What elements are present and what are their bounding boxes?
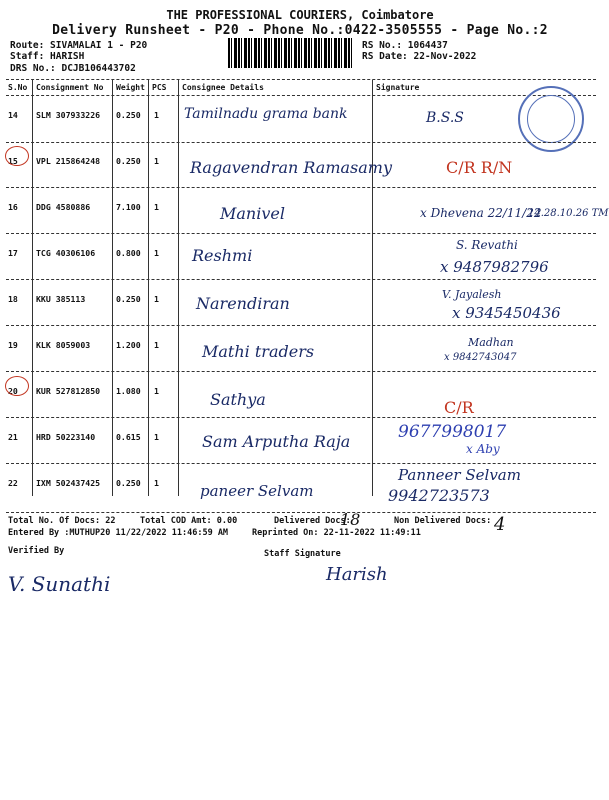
table-row [6, 142, 596, 188]
table-row [6, 372, 596, 418]
cell-signature: S. Revathi [456, 238, 518, 252]
staff-label: Staff: HARISH [10, 51, 85, 62]
cell-sno: 18 [8, 294, 18, 304]
cell-note: x 9842743047 [444, 352, 517, 363]
cell-note: x 9345450436 [452, 304, 561, 322]
cell-consignment: KLK 8059003 [36, 340, 91, 350]
cell-weight: 7.100 [116, 202, 141, 212]
table-bottom-rule [6, 512, 596, 513]
staff-signature-label: Staff Signature [264, 549, 341, 559]
cell-signature: B.S.S [426, 110, 464, 126]
table-top-rule [6, 79, 596, 80]
cell-sno: 22 [8, 478, 18, 488]
cell-weight: 0.250 [116, 294, 141, 304]
table-row [6, 464, 596, 510]
cell-consignee: Ragavendran Ramasamy [190, 158, 392, 177]
cell-consignment: IXM 502437425 [36, 478, 101, 488]
cell-signature: x Dhevena 22/11/22 [420, 206, 542, 220]
table-row [6, 280, 596, 326]
cell-consignee: Sathya [210, 390, 266, 409]
cell-sno: 14 [8, 110, 18, 120]
cell-consignment: SLM 307933226 [36, 110, 101, 120]
cell-consignment: HRD 50223140 [36, 432, 96, 442]
table-row [6, 326, 596, 372]
drs-number: DRS No.: DCJB106443702 [10, 63, 136, 74]
cell-pcs: 1 [154, 156, 159, 166]
col-header-pcs: PCS [152, 83, 167, 92]
cell-consignment: TCG 40306106 [36, 248, 96, 258]
red-circle-mark [5, 376, 29, 396]
table-row [6, 234, 596, 280]
delivered-docs-label: Delivered Docs: [274, 516, 351, 526]
cell-sno: 17 [8, 248, 18, 258]
cell-note: C/R R/N [446, 158, 513, 177]
verified-signature: V. Sunathi [8, 572, 111, 596]
table-row [6, 96, 596, 142]
cell-consignment: KKU 385113 [36, 294, 86, 304]
cell-signature: 9677998017 [398, 422, 507, 442]
cell-pcs: 1 [154, 202, 159, 212]
cell-sno: 21 [8, 432, 18, 442]
col-header-sno: S.No [8, 83, 28, 92]
total-docs: Total No. Of Docs: 22 [8, 516, 116, 526]
cell-weight: 1.200 [116, 340, 141, 350]
cell-pcs: 1 [154, 340, 159, 350]
cell-weight: 1.080 [116, 386, 141, 396]
non-delivered-docs-label: Non Delivered Docs: [394, 516, 492, 526]
cell-pcs: 1 [154, 386, 159, 396]
cell-signature: V. Jayalesh [442, 288, 502, 301]
col-header-signature: Signature [376, 83, 420, 92]
delivered-docs-value: 18 [340, 510, 361, 529]
cell-weight: 0.615 [116, 432, 141, 442]
col-header-consignee: Consignee Details [182, 83, 264, 92]
cell-weight: 0.250 [116, 156, 141, 166]
company-title: THE PROFESSIONAL COURIERS, Coimbatore [166, 8, 434, 22]
cell-sno: 19 [8, 340, 18, 350]
col-header-consignment: Consignment No [36, 83, 104, 92]
non-delivered-docs-value: 4 [494, 514, 506, 535]
cell-weight: 0.800 [116, 248, 141, 258]
cell-pcs: 1 [154, 248, 159, 258]
cell-signature: Madhan [468, 336, 514, 349]
cell-note: C/R [444, 398, 474, 417]
cell-pcs: 1 [154, 110, 159, 120]
cell-note: x 9487982796 [440, 258, 549, 276]
cell-sno: 16 [8, 202, 18, 212]
reprinted-on: Reprinted On: 22-11-2022 11:49:11 [252, 528, 421, 538]
cell-consignee: Mathi traders [202, 342, 315, 361]
cell-sno: 15 [8, 156, 18, 166]
cell-note: 9942723573 [388, 486, 490, 505]
cell-consignee: Manivel [220, 204, 285, 223]
cell-signature: Panneer Selvam [398, 466, 521, 484]
table-row [6, 188, 609, 234]
cell-note: x Aby [466, 442, 500, 456]
cell-consignee: Sam Arputha Raja [202, 432, 351, 451]
entered-by: Entered By :MUTHUP20 11/22/2022 11:46:59 AM [8, 528, 229, 538]
cell-consignment: VPL 215864248 [36, 156, 101, 166]
cell-sno: 20 [8, 386, 18, 396]
red-circle-mark [5, 146, 29, 166]
cell-consignee: Narendiran [196, 294, 290, 313]
staff-signature: Harish [326, 564, 388, 585]
rs-date: RS Date: 22-Nov-2022 [362, 51, 477, 62]
table-row [6, 418, 596, 464]
cell-note: 14.28.10.26 TM [528, 208, 609, 219]
verified-by-label: Verified By [8, 546, 65, 556]
cell-pcs: 1 [154, 294, 159, 304]
barcode [228, 38, 354, 68]
cell-weight: 0.250 [116, 478, 141, 488]
cell-consignee: paneer Selvam [200, 482, 314, 500]
cell-consignee: Tamilnadu grama bank [184, 106, 348, 122]
runsheet-title: Delivery Runsheet - P20 - Phone No.:0422-3505555 - Page No.:2 [52, 23, 548, 38]
rs-number: RS No.: 1064437 [362, 40, 448, 51]
cell-consignee: Reshmi [192, 246, 253, 265]
cell-weight: 0.250 [116, 110, 141, 120]
route-label: Route: SIVAMALAI 1 - P20 [10, 40, 148, 51]
cell-pcs: 1 [154, 478, 159, 488]
total-cod: Total COD Amt: 0.00 [140, 516, 238, 526]
cell-pcs: 1 [154, 432, 159, 442]
cell-consignment: KUR 527812850 [36, 386, 101, 396]
col-header-weight: Weight [116, 83, 145, 92]
cell-consignment: DDG 4580886 [36, 202, 91, 212]
